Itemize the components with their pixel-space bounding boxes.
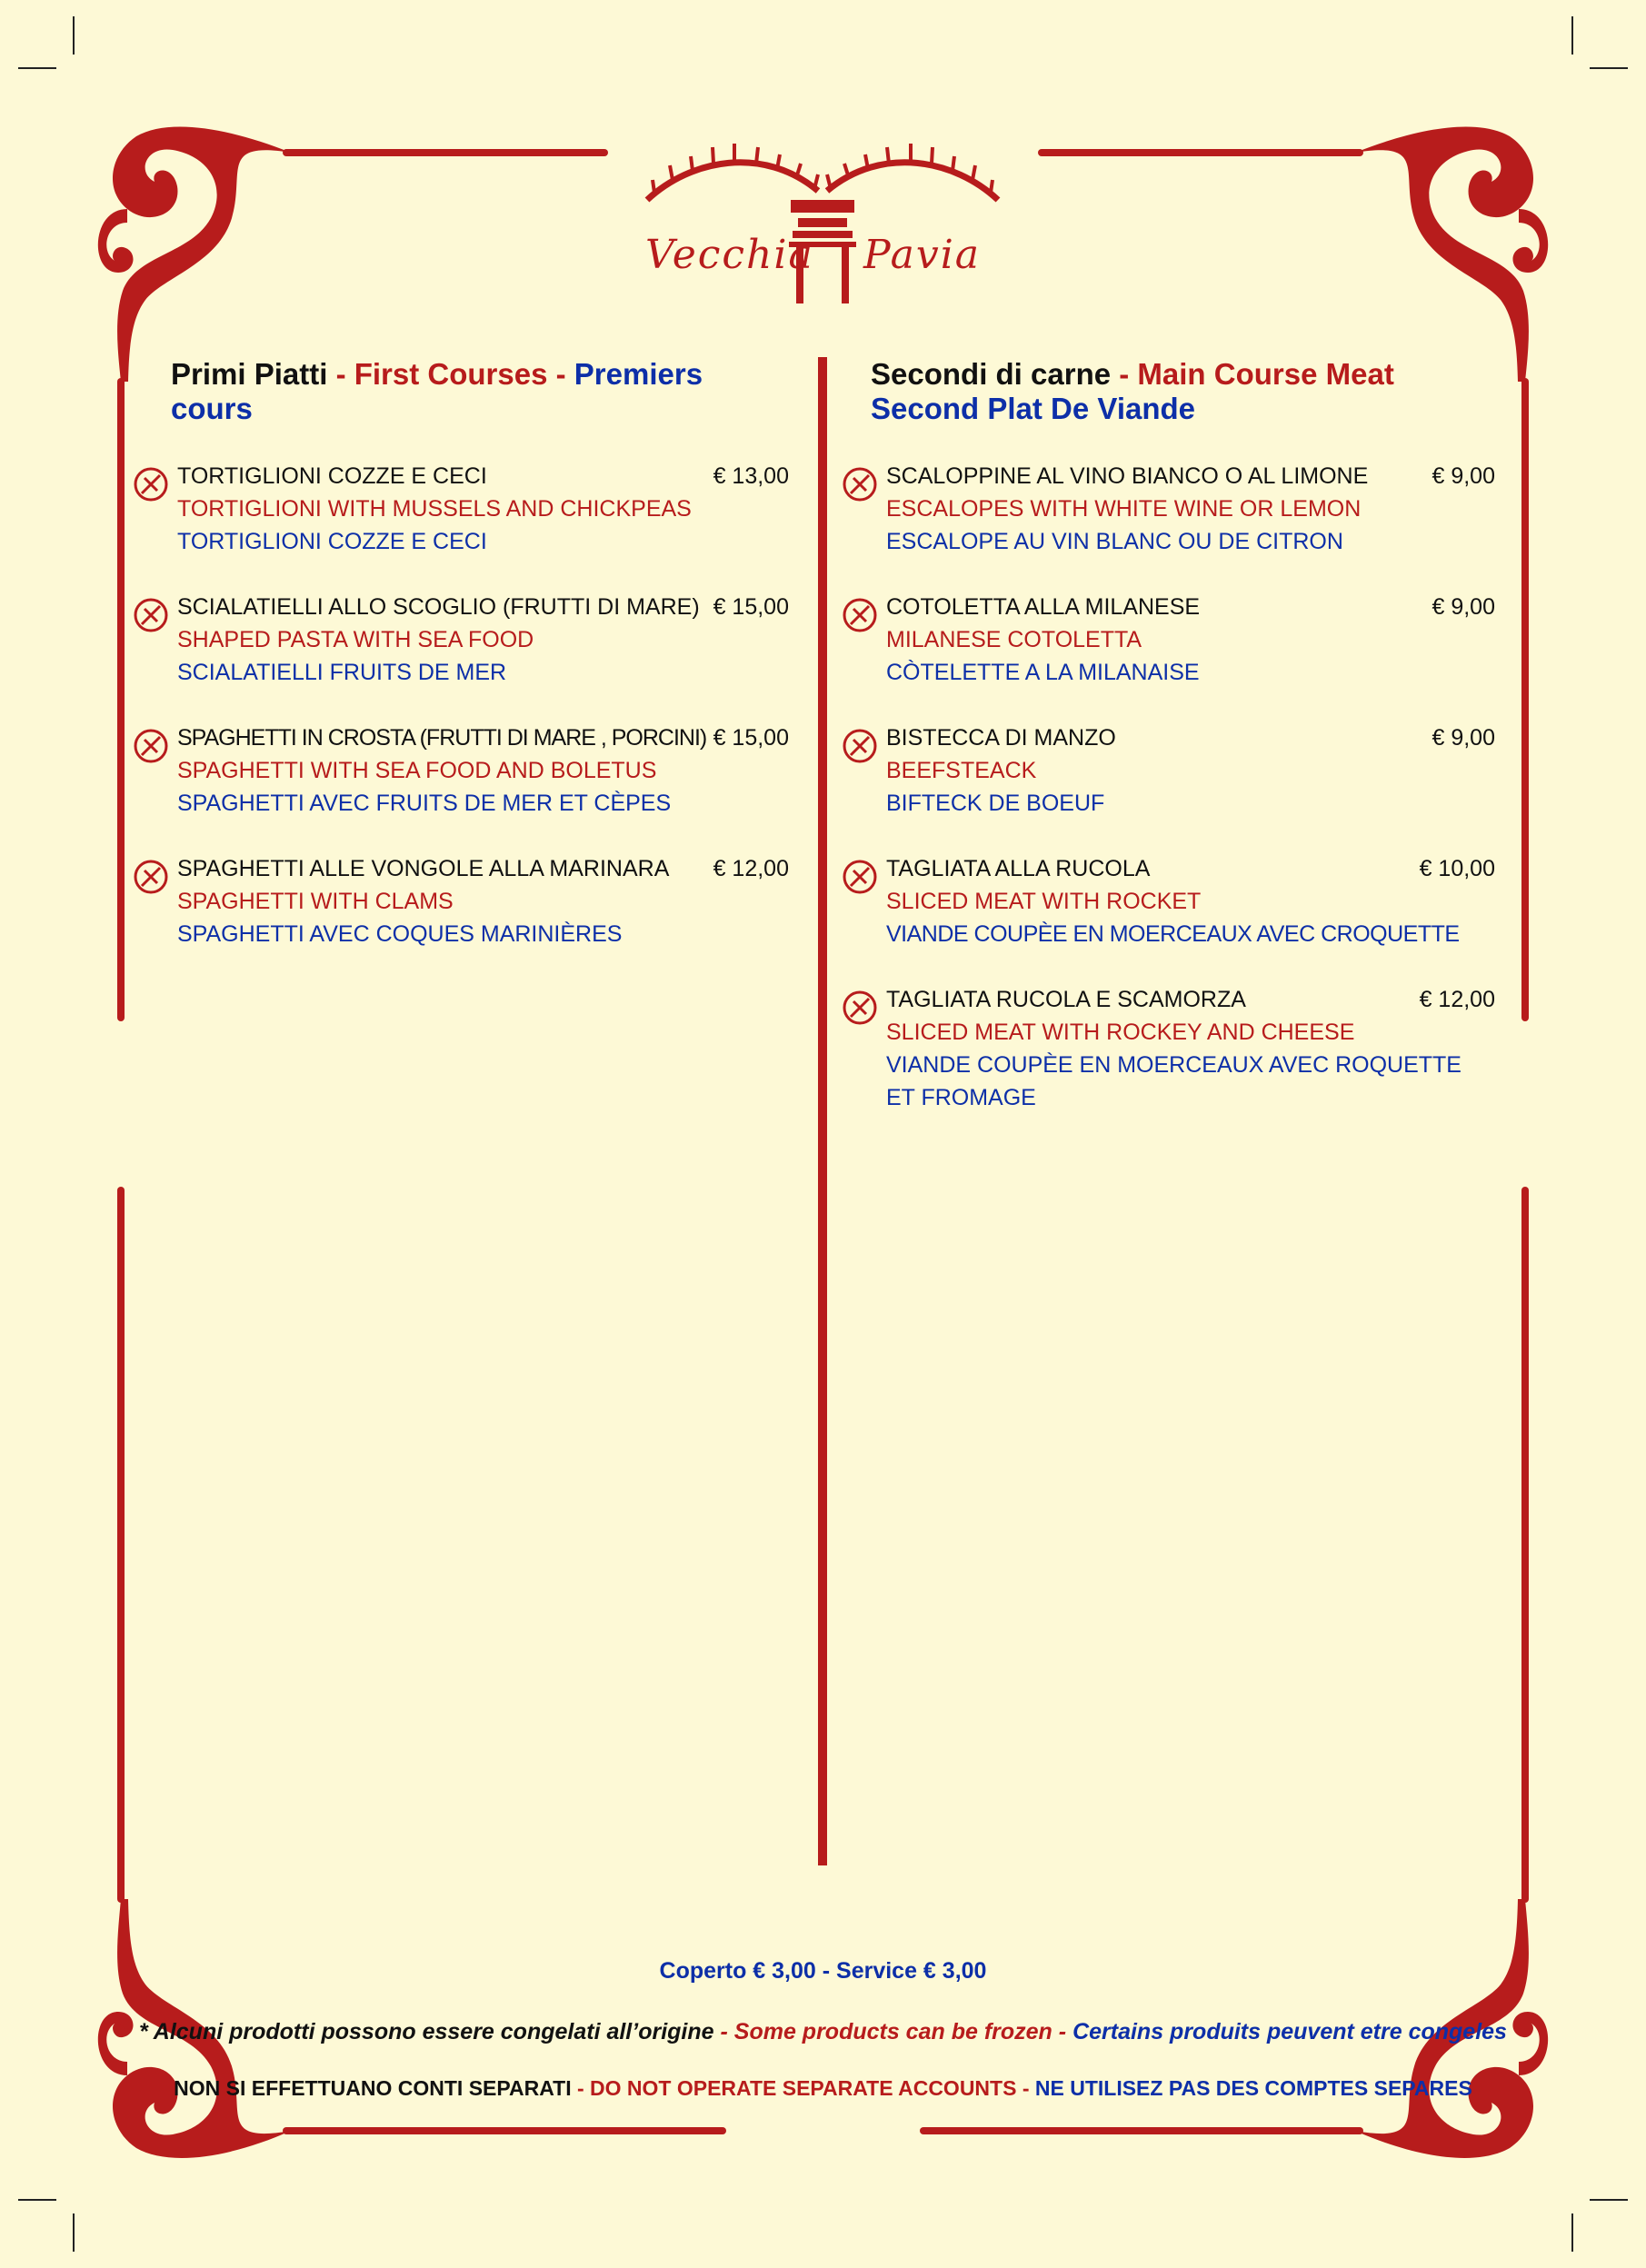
dish-name-french: SPAGHETTI AVEC COQUES MARINIÈRES — [177, 921, 623, 947]
dish-name-english: SPAGHETTI WITH CLAMS — [177, 889, 454, 914]
list-item — [886, 591, 1495, 689]
no-fork-icon — [841, 727, 879, 765]
title-italian: Primi Piatti — [171, 357, 328, 391]
dish-name-english: SHAPED PASTA WITH SEA FOOD — [177, 627, 534, 652]
dish-name-french: SCIALATIELLI FRUITS DE MER — [177, 660, 507, 685]
title-italian: Secondi di carne — [871, 357, 1112, 391]
list-item — [177, 591, 789, 689]
accounts-notice-italian: NON SI EFFETTUANO CONTI SEPARATI — [174, 2076, 572, 2100]
list-item — [177, 460, 789, 558]
frozen-notice — [0, 2019, 1646, 2045]
dish-name-english: SLICED MEAT WITH ROCKEY AND CHEESE — [886, 1020, 1355, 1045]
dish-price: € 13,00 — [713, 463, 789, 489]
list-item — [886, 983, 1495, 1114]
accounts-notice-english: - DO NOT OPERATE SEPARATE ACCOUNTS - — [576, 2076, 1030, 2100]
dish-name-french: TORTIGLIONI COZZE E CECI — [177, 529, 487, 554]
dish-name-italian: SPAGHETTI IN CROSTA (FRUTTI DI MARE , PORCINI) — [177, 725, 707, 751]
title-english: - Main Course Meat — [1119, 357, 1394, 391]
no-fork-icon — [132, 596, 170, 634]
list-item — [886, 721, 1495, 820]
no-fork-icon — [841, 989, 879, 1027]
list-item — [886, 852, 1495, 950]
no-fork-icon — [841, 596, 879, 634]
list-item — [177, 721, 789, 820]
separate-accounts-notice — [0, 2076, 1646, 2101]
dish-name-french: VIANDE COUPÈE EN MOERCEAUX AVEC ROQUETTE — [886, 1052, 1461, 1078]
column-divider — [818, 357, 827, 1865]
dish-name-english: MILANESE COTOLETTA — [886, 627, 1142, 652]
dish-name-french: BIFTECK DE BOEUF — [886, 791, 1105, 816]
dish-price: € 9,00 — [1432, 725, 1495, 751]
list-item — [886, 460, 1495, 558]
dish-name-italian: SCALOPPINE AL VINO BIANCO O AL LIMONE — [886, 463, 1369, 489]
dish-name-french-continued: ET FROMAGE — [886, 1085, 1036, 1110]
dish-price: € 15,00 — [713, 594, 789, 620]
brand-name-left: Vecchia — [645, 232, 814, 278]
dish-name-english: TORTIGLIONI WITH MUSSELS AND CHICKPEAS — [177, 496, 692, 522]
frozen-notice-italian: * Alcuni prodotti possono essere congelati all’origine — [139, 2019, 714, 2044]
dish-name-italian: TAGLIATA RUCOLA E SCAMORZA — [886, 987, 1246, 1012]
dish-name-french: VIANDE COUPÈE EN MOERCEAUX AVEC CROQUETTE — [886, 921, 1460, 947]
title-english: - First Courses - — [335, 357, 566, 391]
dish-price: € 12,00 — [1419, 987, 1495, 1012]
frozen-notice-french: Certains produits peuvent etre congeles — [1072, 2019, 1507, 2044]
dish-name-french: CÒTELETTE A LA MILANAISE — [886, 660, 1200, 685]
left-section-title — [171, 357, 789, 426]
frozen-notice-english: - Some products can be frozen - — [720, 2019, 1067, 2044]
accounts-notice-french: NE UTILISEZ PAS DES COMPTES SEPARES — [1034, 2076, 1472, 2100]
dish-price: € 15,00 — [713, 725, 789, 751]
dish-price: € 12,00 — [713, 856, 789, 881]
cover-charge: Coperto € 3,00 - Service € 3,00 — [659, 1958, 987, 1984]
arch-logo-icon — [636, 136, 1009, 309]
dish-price: € 10,00 — [1419, 856, 1495, 881]
dish-name-english: SPAGHETTI WITH SEA FOOD AND BOLETUS — [177, 758, 657, 783]
title-french: Premiers cours — [171, 357, 703, 425]
list-item — [177, 852, 789, 950]
dish-price: € 9,00 — [1432, 594, 1495, 620]
right-section-title — [871, 357, 1452, 426]
dish-name-english: SLICED MEAT WITH ROCKET — [886, 889, 1202, 914]
no-fork-icon — [841, 465, 879, 503]
no-fork-icon — [132, 858, 170, 896]
dish-name-italian: TORTIGLIONI COZZE E CECI — [177, 463, 487, 489]
dish-name-english: ESCALOPES WITH WHITE WINE OR LEMON — [886, 496, 1362, 522]
brand-name-right: Pavia — [863, 232, 982, 278]
no-fork-icon — [841, 858, 879, 896]
title-french: Second Plat De Viande — [871, 392, 1196, 425]
dish-name-french: SPAGHETTI AVEC FRUITS DE MER ET CÈPES — [177, 791, 672, 816]
dish-name-italian: COTOLETTA ALLA MILANESE — [886, 594, 1201, 620]
no-fork-icon — [132, 465, 170, 503]
dish-name-italian: TAGLIATA ALLA RUCOLA — [886, 856, 1151, 881]
dish-name-english: BEEFSTEACK — [886, 758, 1037, 783]
dish-price: € 9,00 — [1432, 463, 1495, 489]
dish-name-italian: SPAGHETTI ALLE VONGOLE ALLA MARINARA — [177, 856, 670, 881]
dish-name-italian: SCIALATIELLI ALLO SCOGLIO (FRUTTI DI MARE) — [177, 594, 700, 620]
dish-name-french: ESCALOPE AU VIN BLANC OU DE CITRON — [886, 529, 1343, 554]
no-fork-icon — [132, 727, 170, 765]
dish-name-italian: BISTECCA DI MANZO — [886, 725, 1116, 751]
